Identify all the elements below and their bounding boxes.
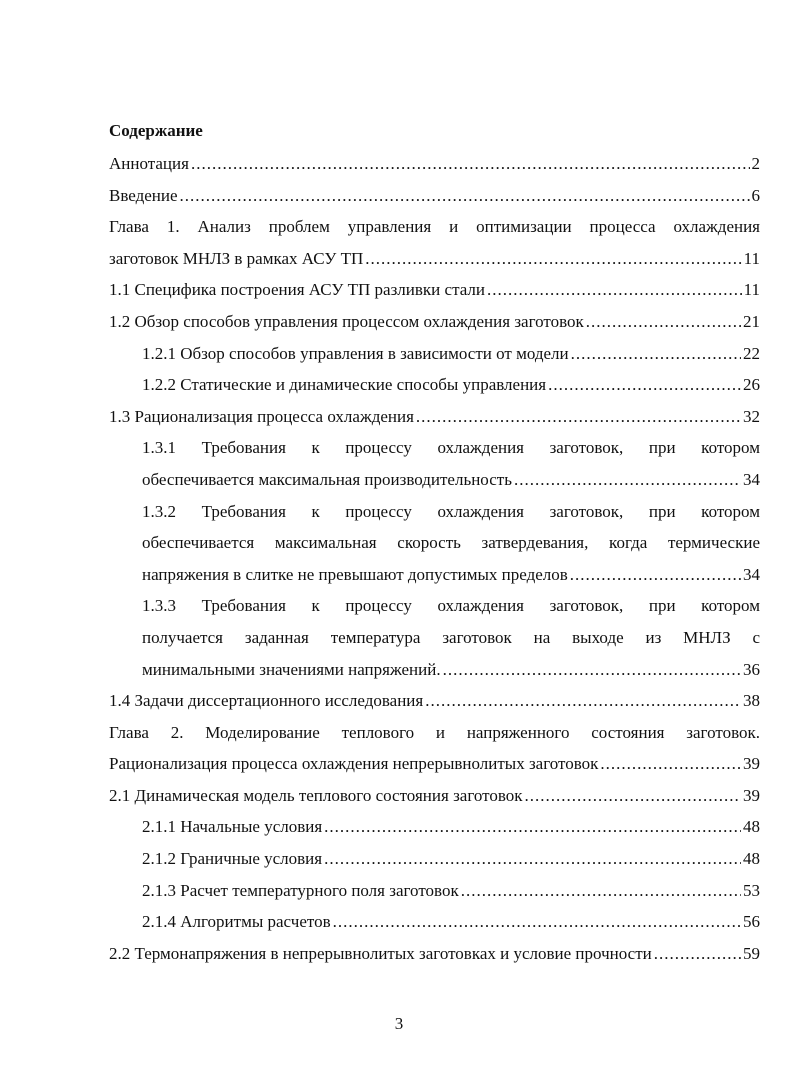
toc-entry[interactable] (109, 875, 760, 907)
toc-title: Содержание (109, 121, 203, 140)
toc-entry-line: 1.3.3 Требования к процессу охлаждения заготовок, при котором (142, 596, 760, 616)
toc-entry-text: 1.1 Специфика построения АСУ ТП разливки стали (109, 280, 485, 300)
toc-entry-page: 39 (743, 754, 760, 774)
toc-entry-text: Рационализация процесса охлаждения непрерывнолитых заготовок (109, 754, 599, 774)
toc-entry[interactable] (109, 780, 760, 812)
toc-entry-text: 2.1.1 Начальные условия (142, 817, 323, 837)
toc-entry-text: 1.4 Задачи диссертационного исследования (109, 691, 424, 711)
toc-entry[interactable] (109, 338, 760, 370)
toc-entry-page: 38 (743, 691, 760, 711)
toc-leader-dots (191, 148, 750, 180)
toc-entry-page: 11 (743, 280, 760, 300)
toc-entry-text: обеспечивается максимальная производительность (142, 469, 512, 489)
toc-leader-dots (333, 906, 741, 938)
toc-entry-page: 36 (743, 659, 760, 679)
toc-leader-dots (571, 338, 741, 370)
toc-entry[interactable] (109, 243, 760, 275)
toc-entry[interactable] (109, 180, 760, 212)
toc-entry-page: 53 (743, 880, 760, 900)
toc-entry-page: 48 (743, 817, 760, 837)
toc-entry-text: 2.2 Термонапряжения в непрерывнолитых заготовках и условие прочности (109, 943, 652, 963)
toc-entry[interactable] (109, 148, 760, 180)
toc-entry[interactable] (109, 306, 760, 338)
toc-leader-dots (324, 843, 741, 875)
toc-leader-dots (443, 654, 741, 686)
toc-leader-dots (548, 369, 741, 401)
toc-entry-page: 32 (743, 406, 760, 426)
toc-leader-dots (180, 180, 750, 212)
toc-entry-line: 1.3.2 Требования к процессу охлаждения заготовок, при котором (142, 501, 760, 521)
toc-entry-page: 26 (743, 375, 760, 395)
toc-entry-text: 2.1.2 Граничные условия (142, 849, 323, 869)
toc-entry-page: 34 (743, 469, 760, 489)
toc-entry[interactable] (109, 906, 760, 938)
toc-entry-page: 34 (743, 564, 760, 584)
toc-entry[interactable] (109, 685, 760, 717)
toc-entry-text: 1.3 Рационализация процесса охлаждения (109, 406, 414, 426)
toc-entry-page: 59 (743, 943, 760, 963)
toc-entry-page: 21 (743, 311, 760, 331)
toc-leader-dots (514, 464, 741, 496)
toc-entry[interactable] (109, 938, 760, 970)
toc-entry-page: 11 (743, 248, 760, 268)
toc-entry-page: 39 (743, 785, 760, 805)
toc-entry-text: Введение (109, 185, 178, 205)
toc-entry-page: 56 (743, 912, 760, 932)
toc-leader-dots (600, 748, 741, 780)
toc-entry[interactable] (109, 401, 760, 433)
toc-leader-dots (365, 243, 741, 275)
toc-entry[interactable] (109, 654, 760, 686)
toc-entry-line: получается заданная температура заготовок на выходе из МНЛЗ с (142, 627, 760, 647)
toc-entry-page: 22 (743, 343, 760, 363)
table-of-contents (109, 148, 760, 969)
toc-entry-text: 1.2 Обзор способов управления процессом охлаждения заготовок (109, 311, 584, 331)
page-number: 3 (394, 1014, 404, 1033)
toc-entry-page: 2 (751, 154, 760, 173)
toc-entry-line: Глава 1. Анализ проблем управления и оптимизации процесса охлаждения (109, 217, 760, 237)
toc-entry[interactable] (109, 811, 760, 843)
toc-leader-dots (324, 811, 741, 843)
toc-entry[interactable] (109, 559, 760, 591)
toc-leader-dots (570, 559, 741, 591)
toc-entry-text: минимальными значениями напряжений. (142, 659, 441, 679)
toc-leader-dots (525, 780, 741, 812)
toc-entry-line: 1.3.1 Требования к процессу охлаждения заготовок, при котором (142, 438, 760, 458)
toc-entry-text: 1.2.2 Статические и динамические способы управления (142, 375, 547, 395)
toc-leader-dots (425, 685, 741, 717)
toc-entry[interactable] (109, 464, 760, 496)
toc-leader-dots (586, 306, 741, 338)
toc-entry-text: заготовок МНЛЗ в рамках АСУ ТП (109, 248, 364, 268)
toc-entry-text: Аннотация (109, 154, 189, 173)
toc-entry-page: 6 (751, 185, 760, 205)
toc-entry-page: 48 (743, 849, 760, 869)
toc-entry-text: 2.1.4 Алгоритмы расчетов (142, 912, 331, 932)
toc-entry-text: 2.1 Динамическая модель теплового состояния заготовок (109, 785, 523, 805)
toc-entry[interactable] (109, 369, 760, 401)
toc-entry[interactable] (109, 748, 760, 780)
toc-entry[interactable] (109, 843, 760, 875)
toc-leader-dots (487, 274, 742, 306)
toc-leader-dots (461, 875, 741, 907)
toc-entry-text: 1.2.1 Обзор способов управления в зависимости от модели (142, 343, 569, 363)
toc-entry-text: напряжения в слитке не превышают допустимых пределов (142, 564, 568, 584)
toc-entry-line: Глава 2. Моделирование теплового и напряженного состояния заготовок. (109, 722, 760, 742)
toc-leader-dots (416, 401, 741, 433)
toc-entry[interactable] (109, 274, 760, 306)
toc-leader-dots (654, 938, 741, 970)
toc-entry-text: 2.1.3 Расчет температурного поля заготовок (142, 880, 459, 900)
toc-entry-line: обеспечивается максимальная скорость затвердевания, когда термические (142, 533, 760, 553)
